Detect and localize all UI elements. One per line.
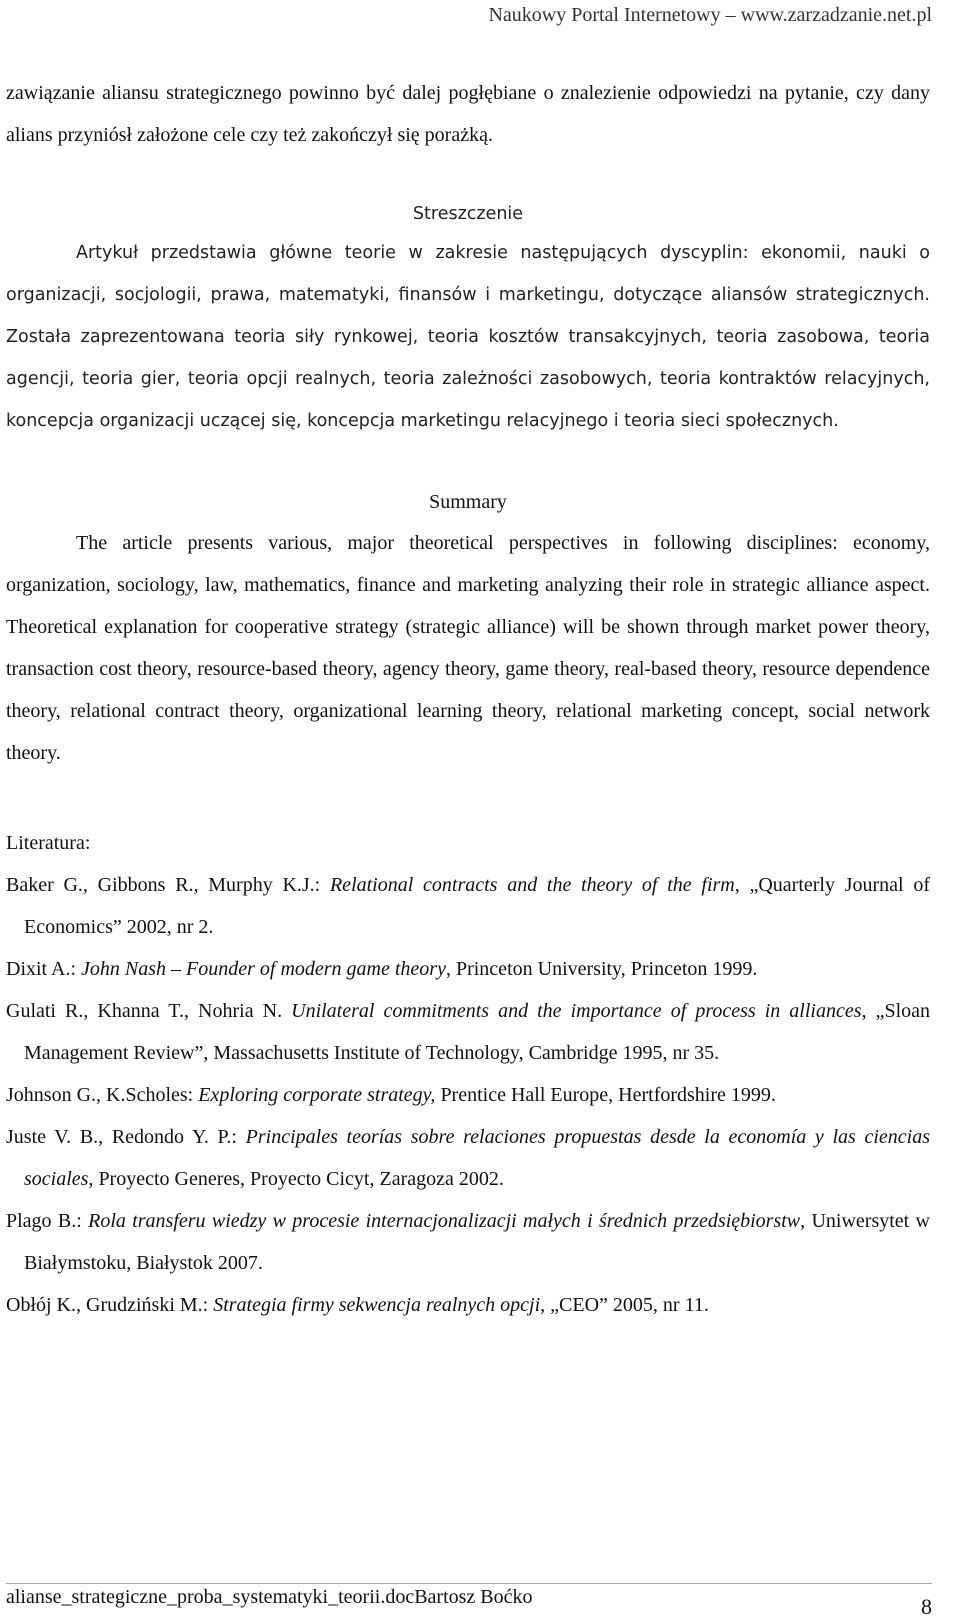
footer-filename: alianse_strategiczne_proba_systematyki_teorii.docBartosz Boćko: [6, 1586, 533, 1608]
literature-heading: Literatura:: [6, 832, 91, 854]
reference-item: Gulati R., Khanna T., Nohria N. Unilateral commitments and the importance of process in alliances, „Sloan Management Review”, Massachusetts Institute of Technology, Cambridge 1995, nr 35.: [6, 1000, 931, 1064]
reference-item: Dixit A.: John Nash – Founder of modern game theory, Princeton University, Princeton 1999.: [6, 958, 758, 980]
page-body: [6, 72, 930, 1326]
streszczenie-heading: Streszczenie: [412, 204, 524, 224]
summary-text: The article presents various, major theoretical perspectives in following disciplines: economy, organization, sociology, law, mathematics, finance and marketing analyzing their role in strategic alliance aspect. Theoretical explanation for cooperative strategy (strategic alliance) will be shown through market power theory, transaction cost theory, resource-based theory, agency theory, game theory, real-based theory, resource dependence theory, relational contract theory, organizational learning theory, relational marketing concept, social network theory.: [6, 532, 930, 764]
reference-item: Baker G., Gibbons R., Murphy K.J.: Relational contracts and the theory of the firm, „Quarterly Journal of Economics” 2002, nr 2.: [6, 874, 930, 938]
intro-paragraph: zawiązanie aliansu strategicznego powinno być dalej pogłębiane o znalezienie odpowiedzi na pytanie, czy dany alians przyniósł założone cele czy też zakończył się porażką.: [6, 82, 930, 146]
reference-item: Johnson G., K.Scholes: Exploring corporate strategy, Prentice Hall Europe, Hertfordshire 1999.: [6, 1084, 776, 1106]
reference-item: Juste V. B., Redondo Y. P.: Principales teorías sobre relaciones propuestas desde la economía y las ciencias sociales, Proyecto Generes, Proyecto Cicyt, Zaragoza 2002.: [6, 1126, 930, 1190]
page-number: 8: [921, 1594, 932, 1619]
reference-item: Plago B.: Rola transferu wiedzy w procesie internacjonalizacji małych i średnich przedsiębiorstw, Uniwersytet w Białymstoku, Białystok 2007.: [6, 1210, 931, 1274]
streszczenie-text: Artykuł przedstawia główne teorie w zakresie następujących dyscyplin: ekonomii, nauki o organizacji, socjologii, prawa, matematyki, finansów i marketingu, dotyczące aliansów strategicznych. Została zaprezentowana teoria siły rynkowej, teoria kosztów transakcyjnych, teoria zasobowa, teoria agencji, teoria gier, teoria opcji realnych, teoria zależności zasobowych, teoria kontraktów relacyjnych, koncepcja organizacji uczącej się, koncepcja marketingu relacyjnego i teoria sieci społecznych.: [6, 243, 930, 431]
reference-item: Obłój K., Grudziński M.: Strategia firmy sekwencja realnych opcji, „CEO” 2005, nr 11.: [6, 1294, 709, 1316]
page-header: Naukowy Portal Internetowy – www.zarzadzanie.net.pl: [488, 4, 932, 26]
summary-heading: Summary: [429, 491, 507, 513]
page-footer: [6, 1583, 932, 1624]
